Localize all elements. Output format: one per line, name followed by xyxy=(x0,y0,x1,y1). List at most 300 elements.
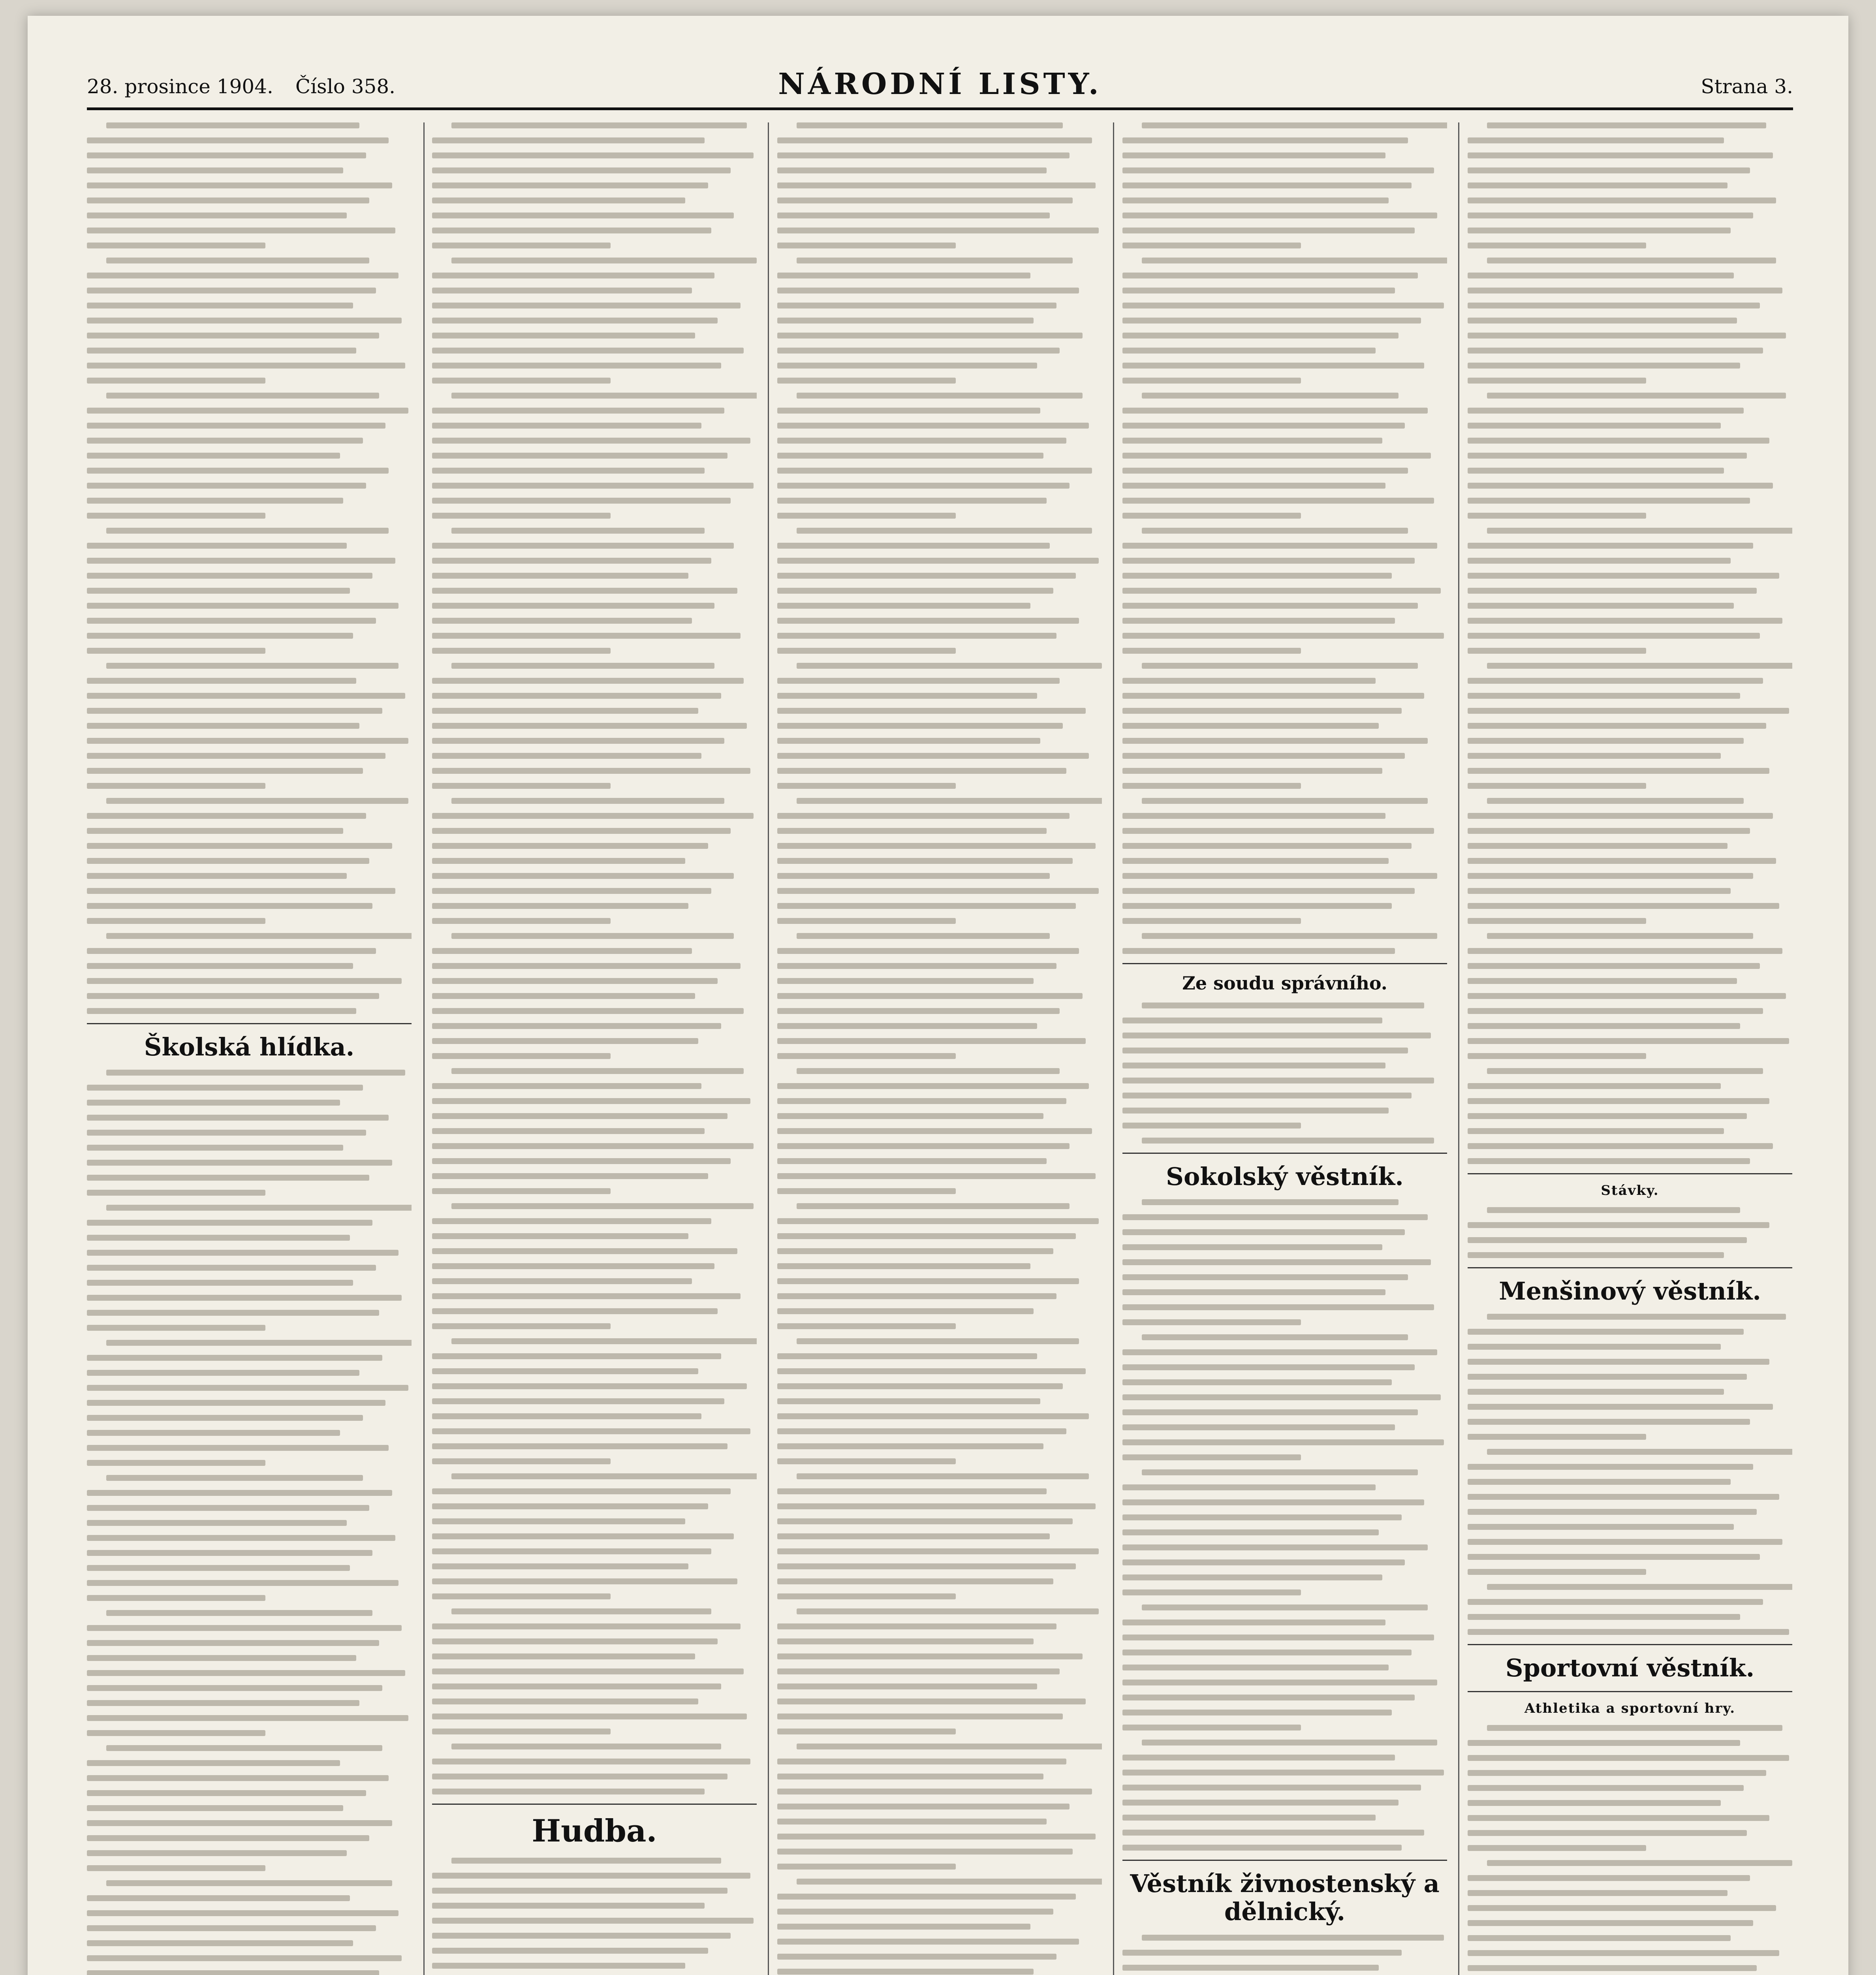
article-text-block xyxy=(1468,1725,1792,1975)
text-line-placeholder xyxy=(432,228,711,233)
text-line-placeholder xyxy=(432,1383,747,1389)
text-line-placeholder xyxy=(1468,1494,1779,1500)
text-line-placeholder xyxy=(777,1683,1037,1689)
text-line-placeholder xyxy=(87,182,392,188)
text-line-placeholder xyxy=(87,693,405,699)
text-line-placeholder xyxy=(1487,1207,1740,1213)
text-line-placeholder xyxy=(87,1310,379,1316)
text-line-placeholder xyxy=(777,303,1056,308)
text-line-placeholder xyxy=(1122,1409,1418,1415)
text-line-placeholder xyxy=(1122,137,1408,143)
text-line-placeholder xyxy=(1122,1710,1392,1715)
text-line-placeholder xyxy=(1122,1725,1301,1730)
text-line-placeholder xyxy=(87,558,395,564)
text-line-placeholder xyxy=(1122,1244,1382,1250)
text-line-placeholder xyxy=(777,1398,1040,1404)
text-line-placeholder xyxy=(1122,1665,1389,1670)
text-line-placeholder xyxy=(1122,303,1444,308)
text-line-placeholder xyxy=(87,1505,369,1511)
text-line-placeholder xyxy=(87,888,395,894)
text-line-placeholder xyxy=(1468,1524,1734,1530)
text-line-placeholder xyxy=(432,708,698,714)
text-line-placeholder xyxy=(1142,1604,1427,1610)
text-line-placeholder xyxy=(1122,228,1415,233)
text-line-placeholder xyxy=(87,1190,265,1196)
text-line-placeholder xyxy=(87,618,376,624)
text-line-placeholder xyxy=(1468,1252,1724,1258)
text-line-placeholder xyxy=(1468,333,1786,339)
text-line-placeholder xyxy=(87,1265,376,1271)
text-line-placeholder xyxy=(432,1038,698,1044)
text-line-placeholder xyxy=(432,1714,747,1719)
text-line-placeholder xyxy=(797,933,1050,939)
text-line-placeholder xyxy=(777,182,1096,188)
text-line-placeholder xyxy=(777,1008,1060,1014)
text-line-placeholder xyxy=(432,1023,721,1029)
text-line-placeholder xyxy=(1487,258,1776,263)
text-line-placeholder xyxy=(432,378,611,384)
text-line-placeholder xyxy=(87,408,408,414)
text-line-placeholder xyxy=(777,618,1079,624)
text-line-placeholder xyxy=(777,543,1050,549)
text-line-placeholder xyxy=(1122,1544,1428,1550)
text-line-placeholder xyxy=(1468,483,1773,489)
section-heading: Stávky. xyxy=(1601,1183,1659,1198)
text-line-placeholder xyxy=(432,167,731,173)
text-line-placeholder xyxy=(1122,1589,1301,1595)
column-3 xyxy=(777,122,1102,1975)
text-line-placeholder xyxy=(1468,1509,1757,1515)
text-line-placeholder xyxy=(1487,1584,1792,1590)
text-line-placeholder xyxy=(1142,1003,1424,1008)
text-line-placeholder xyxy=(1468,408,1744,414)
text-line-placeholder xyxy=(1122,918,1301,924)
text-line-placeholder xyxy=(777,603,1030,609)
text-line-placeholder xyxy=(432,1443,727,1449)
text-line-placeholder xyxy=(1122,498,1434,504)
text-line-placeholder xyxy=(1122,318,1421,324)
text-line-placeholder xyxy=(432,1503,708,1509)
text-line-placeholder xyxy=(87,678,356,684)
text-line-placeholder xyxy=(87,1580,399,1586)
text-line-placeholder xyxy=(432,783,611,789)
text-line-placeholder xyxy=(432,603,714,609)
text-line-placeholder xyxy=(1468,1083,1721,1089)
text-line-placeholder xyxy=(1487,1068,1763,1074)
text-line-placeholder xyxy=(87,1430,340,1436)
text-line-placeholder xyxy=(432,1278,692,1284)
text-line-placeholder xyxy=(432,152,754,158)
text-line-placeholder xyxy=(777,1023,1037,1029)
text-line-placeholder xyxy=(432,1623,741,1629)
text-line-placeholder xyxy=(432,1698,698,1704)
text-line-placeholder xyxy=(1122,1499,1424,1505)
text-line-placeholder xyxy=(1122,543,1437,549)
text-line-placeholder xyxy=(1468,678,1763,684)
text-line-placeholder xyxy=(432,1668,744,1674)
text-line-placeholder xyxy=(87,273,399,278)
text-line-placeholder xyxy=(87,1385,408,1391)
text-line-placeholder xyxy=(777,558,1099,564)
text-line-placeholder xyxy=(1122,1770,1444,1776)
text-line-placeholder xyxy=(777,1909,1053,1915)
text-line-placeholder xyxy=(777,1353,1037,1359)
text-line-placeholder xyxy=(87,858,369,864)
article-text-block xyxy=(1122,1003,1447,1144)
text-line-placeholder xyxy=(1122,1289,1385,1295)
text-line-placeholder xyxy=(1142,1935,1444,1941)
text-line-placeholder xyxy=(432,1903,705,1909)
text-line-placeholder xyxy=(87,828,343,834)
text-line-placeholder xyxy=(1468,1434,1646,1440)
text-line-placeholder xyxy=(432,1353,721,1359)
text-line-placeholder xyxy=(777,948,1079,954)
section-rule xyxy=(1122,963,1447,964)
text-line-placeholder xyxy=(1468,708,1789,714)
text-line-placeholder xyxy=(1122,1695,1415,1700)
text-line-placeholder xyxy=(777,1759,1066,1764)
text-line-placeholder xyxy=(1468,498,1750,504)
text-line-placeholder xyxy=(432,213,734,218)
text-line-placeholder xyxy=(1122,213,1437,218)
text-line-placeholder xyxy=(1122,1439,1444,1445)
text-line-placeholder xyxy=(1122,182,1412,188)
text-line-placeholder xyxy=(1122,1274,1408,1280)
text-line-placeholder xyxy=(432,273,714,278)
text-line-placeholder xyxy=(1468,363,1740,369)
text-line-placeholder xyxy=(777,423,1089,429)
text-line-placeholder xyxy=(1122,1755,1395,1761)
text-line-placeholder xyxy=(432,648,611,654)
text-line-placeholder xyxy=(1468,167,1750,173)
text-line-placeholder xyxy=(1468,137,1724,143)
text-line-placeholder xyxy=(432,1053,611,1059)
text-line-placeholder xyxy=(797,122,1063,128)
text-line-placeholder xyxy=(1122,273,1418,278)
text-line-placeholder xyxy=(1468,1053,1646,1059)
text-line-placeholder xyxy=(1122,753,1405,759)
text-line-placeholder xyxy=(797,1473,1089,1479)
text-line-placeholder xyxy=(451,663,714,669)
text-line-placeholder xyxy=(1468,1237,1747,1243)
text-line-placeholder xyxy=(1468,903,1779,909)
text-line-placeholder xyxy=(87,573,372,579)
text-line-placeholder xyxy=(1468,468,1724,474)
text-line-placeholder xyxy=(1122,1123,1301,1129)
text-line-placeholder xyxy=(1142,1138,1434,1144)
text-line-placeholder xyxy=(777,167,1047,173)
text-line-placeholder xyxy=(777,1593,956,1599)
text-line-placeholder xyxy=(87,1520,347,1526)
text-line-placeholder xyxy=(1142,933,1437,939)
text-line-placeholder xyxy=(1468,858,1776,864)
text-line-placeholder xyxy=(1468,843,1727,849)
section-rule xyxy=(1468,1644,1792,1645)
text-line-placeholder xyxy=(432,1398,724,1404)
text-line-placeholder xyxy=(777,1383,1063,1389)
text-line-placeholder xyxy=(432,693,721,699)
text-line-placeholder xyxy=(1122,873,1437,879)
text-line-placeholder xyxy=(1122,588,1441,594)
text-line-placeholder xyxy=(1468,603,1734,609)
text-line-placeholder xyxy=(451,1744,721,1749)
text-line-placeholder xyxy=(87,768,363,774)
text-line-placeholder xyxy=(432,198,685,203)
text-line-placeholder xyxy=(777,753,1089,759)
text-line-placeholder xyxy=(106,1070,405,1076)
column-divider xyxy=(1113,122,1114,1975)
text-line-placeholder xyxy=(87,1565,350,1571)
text-line-placeholder xyxy=(1487,122,1766,128)
text-line-placeholder xyxy=(1122,1815,1376,1821)
text-line-placeholder xyxy=(1468,438,1769,444)
text-line-placeholder xyxy=(1122,618,1395,624)
text-line-placeholder xyxy=(106,1205,412,1211)
text-line-placeholder xyxy=(1122,903,1392,909)
text-line-placeholder xyxy=(1468,588,1757,594)
text-line-placeholder xyxy=(1468,1740,1740,1746)
text-line-placeholder xyxy=(87,543,347,549)
column-2 xyxy=(432,122,757,1975)
text-line-placeholder xyxy=(87,1250,399,1256)
text-line-placeholder xyxy=(87,843,392,849)
text-line-placeholder xyxy=(777,483,1070,489)
column-5 xyxy=(1468,122,1792,1975)
article-text-block xyxy=(87,1070,412,1975)
page-number: Strana 3. xyxy=(1701,75,1793,98)
text-line-placeholder xyxy=(777,873,1050,879)
text-line-placeholder xyxy=(87,963,353,969)
text-line-placeholder xyxy=(1122,243,1301,248)
text-line-placeholder xyxy=(432,1158,731,1164)
text-line-placeholder xyxy=(87,1595,265,1601)
text-line-placeholder xyxy=(777,243,956,248)
text-line-placeholder xyxy=(1122,1559,1405,1565)
text-line-placeholder xyxy=(1122,288,1395,293)
text-line-placeholder xyxy=(1122,1635,1434,1640)
text-line-placeholder xyxy=(777,1954,1056,1960)
text-line-placeholder xyxy=(87,1820,392,1826)
text-line-placeholder xyxy=(1468,768,1769,774)
text-line-placeholder xyxy=(777,318,1034,324)
text-line-placeholder xyxy=(432,753,701,759)
text-line-placeholder xyxy=(1142,663,1418,669)
text-line-placeholder xyxy=(1122,1424,1395,1430)
text-line-placeholder xyxy=(777,1503,1096,1509)
text-line-placeholder xyxy=(1122,603,1418,609)
text-line-placeholder xyxy=(1468,423,1721,429)
text-line-placeholder xyxy=(1468,963,1760,969)
text-line-placeholder xyxy=(87,1790,366,1796)
text-line-placeholder xyxy=(432,843,708,849)
text-line-placeholder xyxy=(87,648,265,654)
text-line-placeholder xyxy=(451,1608,711,1614)
text-line-placeholder xyxy=(777,633,1056,639)
article-text-block xyxy=(1122,122,1447,954)
text-line-placeholder xyxy=(777,1969,1034,1975)
text-line-placeholder xyxy=(87,1400,385,1406)
text-line-placeholder xyxy=(1468,243,1646,248)
text-line-placeholder xyxy=(451,1068,744,1074)
text-line-placeholder xyxy=(432,423,701,429)
text-line-placeholder xyxy=(87,213,347,218)
text-line-placeholder xyxy=(432,948,692,954)
text-line-placeholder xyxy=(777,228,1099,233)
text-line-placeholder xyxy=(106,1340,412,1346)
section-rule xyxy=(432,1804,757,1805)
text-line-placeholder xyxy=(106,393,379,399)
text-line-placeholder xyxy=(1468,873,1753,879)
text-line-placeholder xyxy=(432,318,718,324)
text-line-placeholder xyxy=(1468,1128,1724,1134)
text-line-placeholder xyxy=(1122,1214,1428,1220)
text-line-placeholder xyxy=(1468,1599,1763,1605)
text-line-placeholder xyxy=(777,363,1037,369)
text-line-placeholder xyxy=(777,963,1056,969)
text-line-placeholder xyxy=(797,393,1082,399)
text-line-placeholder xyxy=(451,1473,757,1479)
text-line-placeholder xyxy=(432,1548,711,1554)
text-line-placeholder xyxy=(432,903,688,909)
text-line-placeholder xyxy=(1468,1965,1757,1971)
text-line-placeholder xyxy=(432,1008,744,1014)
text-line-placeholder xyxy=(432,1518,685,1524)
text-line-placeholder xyxy=(87,228,395,233)
text-line-placeholder xyxy=(106,1475,363,1481)
text-line-placeholder xyxy=(87,378,265,384)
text-line-placeholder xyxy=(1122,1379,1392,1385)
text-line-placeholder xyxy=(432,1533,734,1539)
text-line-placeholder xyxy=(432,303,741,308)
header-rule xyxy=(87,107,1793,110)
text-line-placeholder xyxy=(87,603,399,609)
text-line-placeholder xyxy=(1468,1143,1773,1149)
text-line-placeholder xyxy=(1468,618,1782,624)
text-line-placeholder xyxy=(87,1715,408,1721)
text-line-placeholder xyxy=(87,363,405,369)
text-line-placeholder xyxy=(87,513,265,519)
text-line-placeholder xyxy=(1468,1815,1769,1821)
text-line-placeholder xyxy=(87,1220,372,1226)
text-line-placeholder xyxy=(106,528,389,534)
text-line-placeholder xyxy=(1122,152,1385,158)
text-line-placeholder xyxy=(1122,843,1412,849)
text-line-placeholder xyxy=(777,1143,1070,1149)
text-line-placeholder xyxy=(87,1130,366,1136)
text-line-placeholder xyxy=(1122,1529,1379,1535)
text-line-placeholder xyxy=(1468,783,1646,789)
text-line-placeholder xyxy=(1468,1222,1769,1228)
text-line-placeholder xyxy=(451,393,757,399)
text-line-placeholder xyxy=(87,333,379,339)
text-line-placeholder xyxy=(451,528,705,534)
text-line-placeholder xyxy=(106,663,399,669)
text-line-placeholder xyxy=(87,1370,359,1376)
text-line-placeholder xyxy=(777,768,1066,774)
text-line-placeholder xyxy=(432,182,708,188)
text-line-placeholder xyxy=(1122,167,1434,173)
text-line-placeholder xyxy=(1122,408,1428,414)
text-line-placeholder xyxy=(87,303,353,308)
text-line-placeholder xyxy=(87,783,265,789)
text-line-placeholder xyxy=(1468,1023,1740,1029)
text-line-placeholder xyxy=(432,498,731,504)
text-line-placeholder xyxy=(797,1338,1079,1344)
text-line-placeholder xyxy=(432,468,705,474)
text-line-placeholder xyxy=(1122,198,1389,203)
text-line-placeholder xyxy=(1468,1158,1750,1164)
text-line-placeholder xyxy=(87,1085,363,1091)
text-line-placeholder xyxy=(777,1849,1073,1855)
text-line-placeholder xyxy=(1468,1569,1646,1575)
text-line-placeholder xyxy=(1487,1314,1786,1320)
text-line-placeholder xyxy=(432,873,734,879)
text-line-placeholder xyxy=(432,858,685,864)
text-line-placeholder xyxy=(1142,1334,1408,1340)
text-line-placeholder xyxy=(1122,573,1392,579)
article-text-block xyxy=(1468,122,1792,1164)
text-line-placeholder xyxy=(432,243,611,248)
text-line-placeholder xyxy=(1468,1389,1724,1395)
text-line-placeholder xyxy=(87,588,350,594)
text-line-placeholder xyxy=(87,993,379,999)
text-line-placeholder xyxy=(777,137,1092,143)
text-line-placeholder xyxy=(1468,1479,1731,1485)
text-line-placeholder xyxy=(1122,1650,1412,1655)
text-line-placeholder xyxy=(87,948,376,954)
text-line-placeholder xyxy=(777,1113,1043,1119)
text-line-placeholder xyxy=(1468,303,1760,308)
text-line-placeholder xyxy=(1468,228,1731,233)
text-line-placeholder xyxy=(1468,723,1766,729)
article-text-block xyxy=(1468,1207,1792,1258)
text-line-placeholder xyxy=(1468,1038,1789,1044)
text-line-placeholder xyxy=(1468,513,1646,519)
text-line-placeholder xyxy=(106,122,359,128)
text-line-placeholder xyxy=(432,888,711,894)
text-line-placeholder xyxy=(1468,1113,1747,1119)
text-line-placeholder xyxy=(777,1323,956,1329)
text-line-placeholder xyxy=(87,723,359,729)
text-line-placeholder xyxy=(106,798,408,804)
text-line-placeholder xyxy=(1122,1574,1382,1580)
text-line-placeholder xyxy=(432,918,611,924)
text-line-placeholder xyxy=(1468,1404,1773,1410)
text-line-placeholder xyxy=(777,273,1030,278)
text-line-placeholder xyxy=(87,1670,405,1676)
text-line-placeholder xyxy=(1468,1875,1750,1881)
text-line-placeholder xyxy=(451,798,724,804)
text-line-placeholder xyxy=(87,1160,392,1166)
text-line-placeholder xyxy=(1468,1464,1753,1470)
text-line-placeholder xyxy=(1122,468,1408,474)
section-rule xyxy=(1468,1691,1792,1692)
text-line-placeholder xyxy=(777,918,956,924)
text-line-placeholder xyxy=(87,1175,369,1181)
text-line-placeholder xyxy=(1487,528,1792,534)
section-heading: Hudba. xyxy=(532,1813,657,1849)
text-line-placeholder xyxy=(777,378,956,384)
text-line-placeholder xyxy=(1142,798,1427,804)
text-line-placeholder xyxy=(1468,1344,1721,1350)
text-line-placeholder xyxy=(1122,1033,1431,1038)
text-line-placeholder xyxy=(451,933,734,939)
text-line-placeholder xyxy=(777,903,1076,909)
text-line-placeholder xyxy=(87,1850,347,1856)
text-line-placeholder xyxy=(87,423,385,429)
text-line-placeholder xyxy=(1142,528,1408,534)
text-line-placeholder xyxy=(87,1415,363,1421)
